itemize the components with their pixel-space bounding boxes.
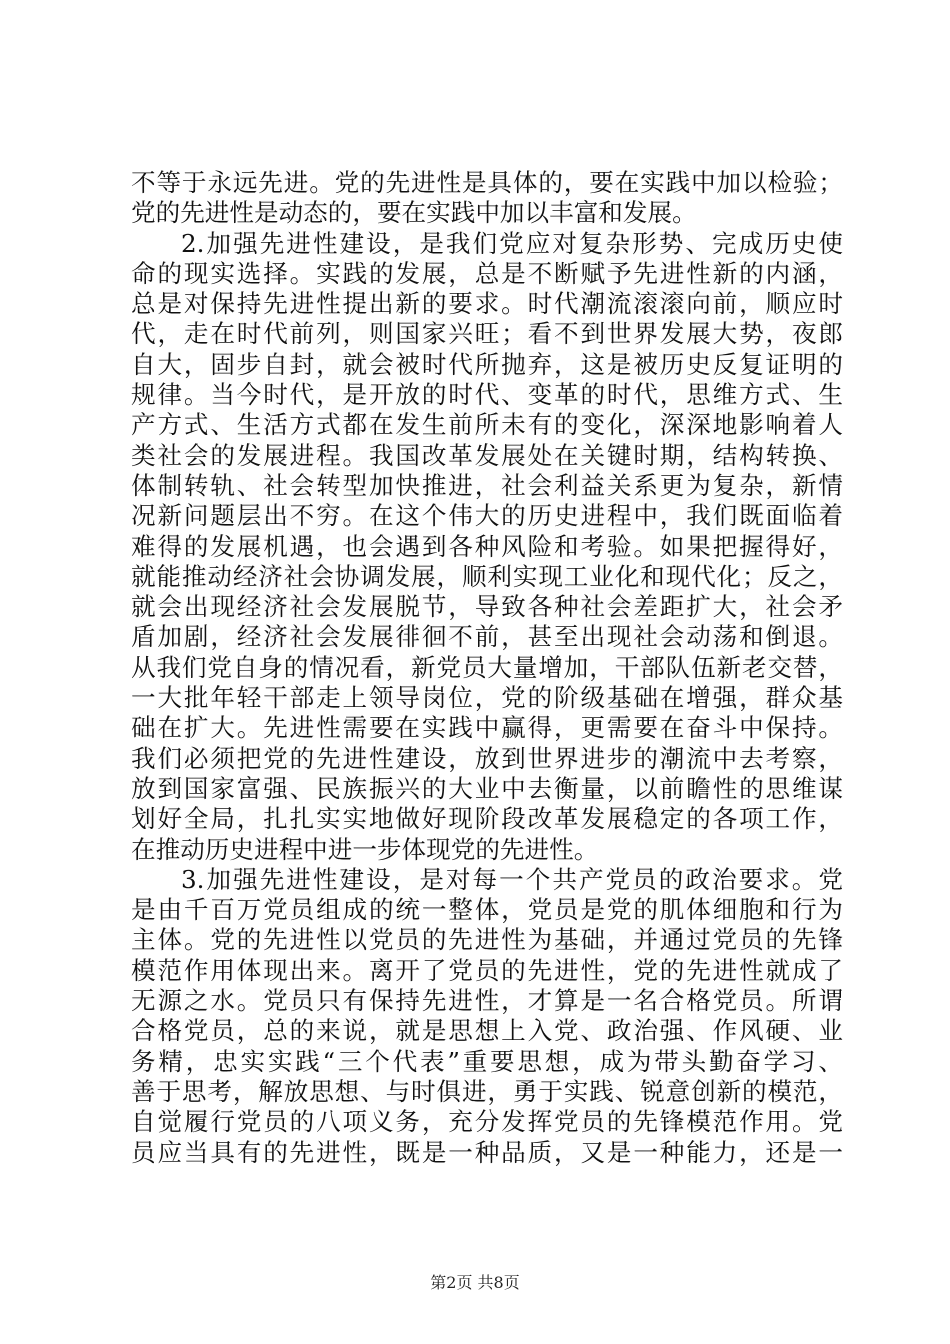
- text-line: 2.加强先进性建设，是我们党应对复杂形势、完成历史使: [181, 228, 843, 258]
- text-line: 划好全局，扎扎实实地做好现阶段改革发展稳定的各项工作，: [131, 804, 843, 834]
- document-body: [131, 168, 843, 1168]
- text-line: 盾加剧，经济社会发展徘徊不前，甚至出现社会动荡和倒退。: [131, 622, 843, 652]
- text-line: 放到国家富强、民族振兴的大业中去衡量，以前瞻性的思维谋: [131, 773, 843, 803]
- text-line: 在推动历史进程中进一步体现党的先进性。: [131, 834, 599, 864]
- text-line: 无源之水。党员只有保持先进性，才算是一名合格党员。所谓: [131, 986, 843, 1016]
- text-line: 类社会的发展进程。我国改革发展处在关键时期，结构转换、: [131, 440, 843, 470]
- text-line: 产方式、生活方式都在发生前所未有的变化，深深地影响着人: [131, 410, 843, 440]
- text-line: 代，走在时代前列，则国家兴旺；看不到世界发展大势，夜郎: [131, 319, 843, 349]
- text-line: 难得的发展机遇，也会遇到各种风险和考验。如果把握得好，: [131, 531, 843, 561]
- text-line: 善于思考，解放思想、与时俱进，勇于实践、锐意创新的模范，: [131, 1076, 843, 1106]
- text-line: 我们必须把党的先进性建设，放到世界进步的潮流中去考察，: [131, 743, 843, 773]
- text-line: 体制转轨、社会转型加快推进，社会利益关系更为复杂，新情: [131, 470, 843, 500]
- text-line: 一大批年轻干部走上领导岗位，党的阶级基础在增强，群众基: [131, 683, 843, 713]
- text-line: 况新问题层出不穷。在这个伟大的历史进程中，我们既面临着: [131, 501, 843, 531]
- text-line: 不等于永远先进。党的先进性是具体的，要在实践中加以检验；: [131, 168, 843, 197]
- text-line: 3.加强先进性建设，是对每一个共产党员的政治要求。党: [181, 864, 843, 894]
- text-line: 自大，固步自封，就会被时代所抛弃，这是被历史反复证明的: [131, 349, 843, 379]
- text-line: 党的先进性是动态的，要在实践中加以丰富和发展。: [131, 198, 697, 228]
- text-line: 总是对保持先进性提出新的要求。时代潮流滚滚向前，顺应时: [131, 289, 843, 319]
- text-line: 是由千百万党员组成的统一整体，党员是党的肌体细胞和行为: [131, 895, 843, 925]
- text-line: 就能推动经济社会协调发展，顺利实现工业化和现代化；反之，: [131, 561, 843, 591]
- text-line: 主体。党的先进性以党员的先进性为基础，并通过党员的先锋: [131, 925, 843, 955]
- text-line: 规律。当今时代，是开放的时代、变革的时代，思维方式、生: [131, 380, 843, 410]
- text-line: 合格党员，总的来说，就是思想上入党、政治强、作风硬、业: [131, 1016, 843, 1046]
- text-line: 模范作用体现出来。离开了党员的先进性，党的先进性就成了: [131, 955, 843, 985]
- text-line: 础在扩大。先进性需要在实践中赢得，更需要在奋斗中保持。: [131, 713, 843, 743]
- text-line: 员应当具有的先进性，既是一种品质，又是一种能力，还是一: [131, 1137, 843, 1167]
- page-footer: 第2页 共8页: [430, 1273, 520, 1292]
- text-line: 务精，忠实实践“三个代表”重要思想，成为带头勤奋学习、: [131, 1046, 843, 1076]
- text-line: 就会出现经济社会发展脱节，导致各种社会差距扩大，社会矛: [131, 592, 843, 622]
- text-line: 自觉履行党员的八项义务，充分发挥党员的先锋模范作用。党: [131, 1107, 843, 1137]
- text-line: 命的现实选择。实践的发展，总是不断赋予先进性新的内涵，: [131, 258, 843, 288]
- text-line: 从我们党自身的情况看，新党员大量增加，干部队伍新老交替，: [131, 652, 843, 682]
